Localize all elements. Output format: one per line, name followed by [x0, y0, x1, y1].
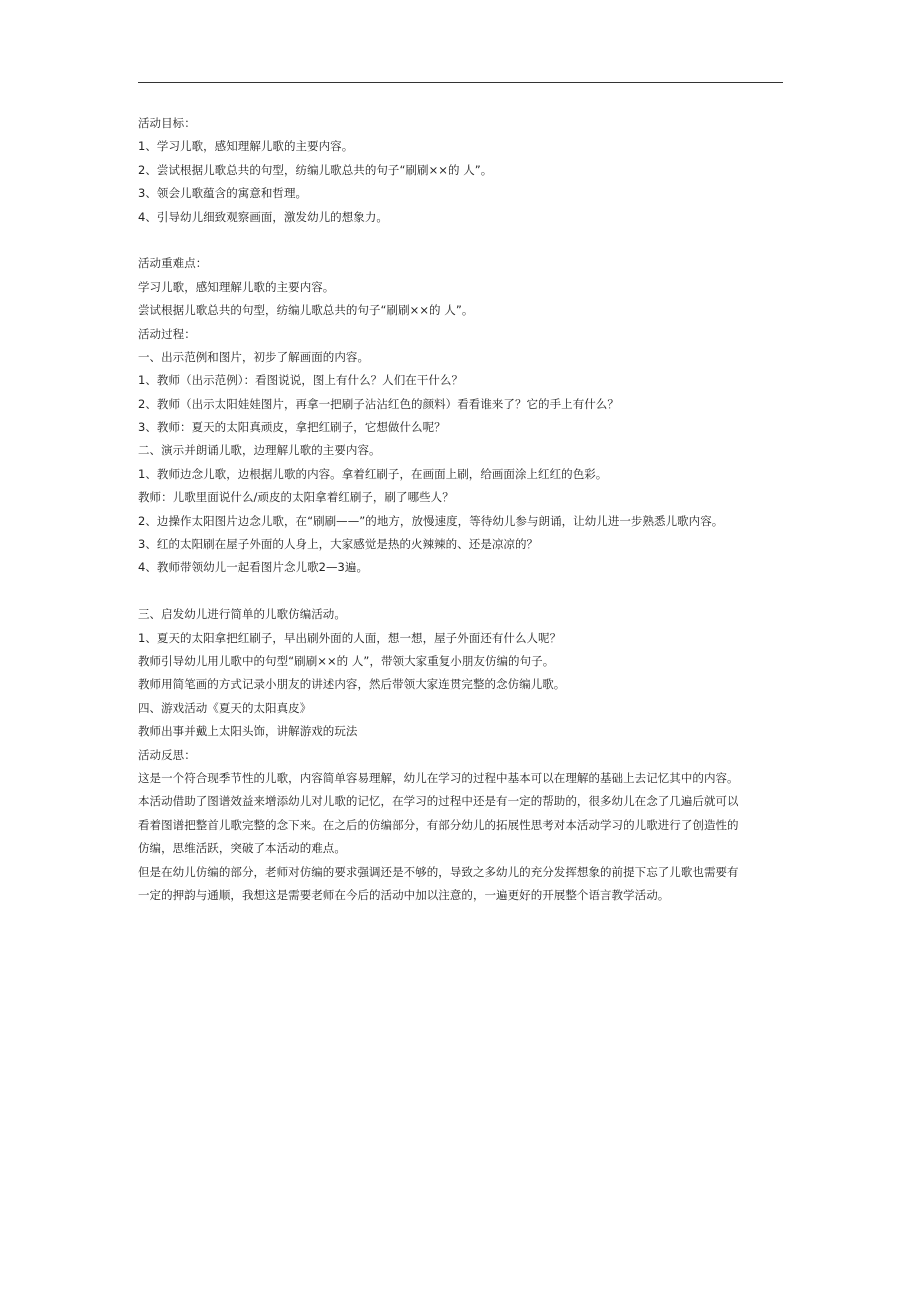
heading-goals: 活动目标： [138, 116, 196, 130]
reflection-line: 一定的押韵与通顺，我想这是需要老师在今后的活动中加以注意的，一遍更好的开展整个语言教学活动。 [138, 887, 670, 902]
process-item: 1、夏天的太阳拿把红刷子，早出刷外面的人面，想一想，屋子外面还有什么人呢？ [138, 630, 562, 645]
process-step-heading: 三、启发幼儿进行简单的儿歌仿编活动。 [138, 607, 346, 622]
section-focus-process [138, 252, 798, 579]
reflection-line: 看着图谱把整首儿歌完整的念下来。在之后的仿编部分，有部分幼儿的拓展性思考对本活动学习的儿歌进行了创造性的 [138, 817, 739, 832]
process-item: 2、边操作太阳图片边念儿歌，在“刷刷——”的地方，放慢速度，等待幼儿参与朗诵，让幼儿进一步熟悉儿歌内容。 [138, 513, 724, 528]
process-item: 3、红的太阳刷在屋子外面的人身上，大家感觉是热的火辣辣的、还是凉凉的？ [138, 537, 539, 552]
goal-item: 2、尝试根据儿歌总共的句型，纺编儿歌总共的句子“刷刷××的 人”。 [138, 162, 493, 177]
section-activity-reflection [138, 603, 798, 907]
focus-item: 学习儿歌，感知理解儿歌的主要内容。 [138, 279, 335, 294]
focus-item: 尝试根据儿歌总共的句型，纺编儿歌总共的句子“刷刷××的 人”。 [138, 303, 474, 318]
process-item: 教师用简笔画的方式记录小朋友的讲述内容，然后带领大家连贯完整的念仿编儿歌。 [138, 677, 566, 692]
process-item: 教师出事并戴上太阳头饰，讲解游戏的玩法 [138, 724, 358, 739]
process-step-heading: 二、演示并朗诵儿歌，边理解儿歌的主要内容。 [138, 443, 381, 458]
heading-reflection: 活动反思： [138, 747, 196, 762]
process-item: 教师引导幼儿用儿歌中的句型“刷刷××的 人”，带领大家重复小朋友仿编的句子。 [138, 653, 555, 668]
goal-item: 1、学习儿歌，感知理解儿歌的主要内容。 [138, 139, 354, 154]
process-item: 3、教师：夏天的太阳真顽皮，拿把红刷子，它想做什么呢？ [138, 420, 446, 435]
goal-item: 3、领会儿歌蕴含的寓意和哲理。 [138, 186, 308, 201]
process-step-heading: 四、游戏活动《夏天的太阳真皮》 [138, 700, 312, 715]
process-item: 1、教师边念儿歌，边根据儿歌的内容。拿着红刷子，在画面上刷，给画面涂上红红的色彩。 [138, 466, 608, 481]
goal-item: 4、引导幼儿细致观察画面，激发幼儿的想象力。 [138, 209, 388, 224]
document-body [138, 112, 798, 907]
process-item: 4、教师带领幼儿一起看图片念儿歌2—3遍。 [138, 560, 368, 575]
paragraph-gap [138, 580, 798, 603]
process-item: 2、教师（出示太阳娃娃图片，再拿一把刷子沾沾红色的颜料）看看谁来了？它的手上有什么？ [138, 396, 619, 411]
heading-process: 活动过程： [138, 326, 196, 341]
heading-focus: 活动重难点： [138, 256, 208, 271]
header-rule [138, 82, 783, 83]
reflection-line: 这是一个符合现季节性的儿歌，内容简单容易理解，幼儿在学习的过程中基本可以在理解的基础上去记忆其中的内容。 [138, 770, 739, 785]
section-goals [138, 112, 798, 229]
reflection-line: 但是在幼儿仿编的部分，老师对仿编的要求强调还是不够的，导致之多幼儿的充分发挥想象的前提下忘了儿歌也需要有 [138, 864, 739, 879]
process-step-heading: 一、出示范例和图片，初步了解画面的内容。 [138, 349, 369, 364]
paragraph-gap [138, 229, 798, 252]
reflection-line: 本活动借助了图谱效益来增添幼儿对儿歌的记忆，在学习的过程中还是有一定的帮助的，很多幼儿在念了几遍后就可以 [138, 794, 739, 809]
reflection-line: 仿编，思维活跃，突破了本活动的难点。 [138, 841, 346, 856]
process-item: 教师：儿歌里面说什么/顽皮的太阳拿着红刷子，刷了哪些人？ [138, 490, 454, 505]
process-item: 1、教师（出示范例）：看图说说，图上有什么？人们在干什么？ [138, 373, 464, 388]
